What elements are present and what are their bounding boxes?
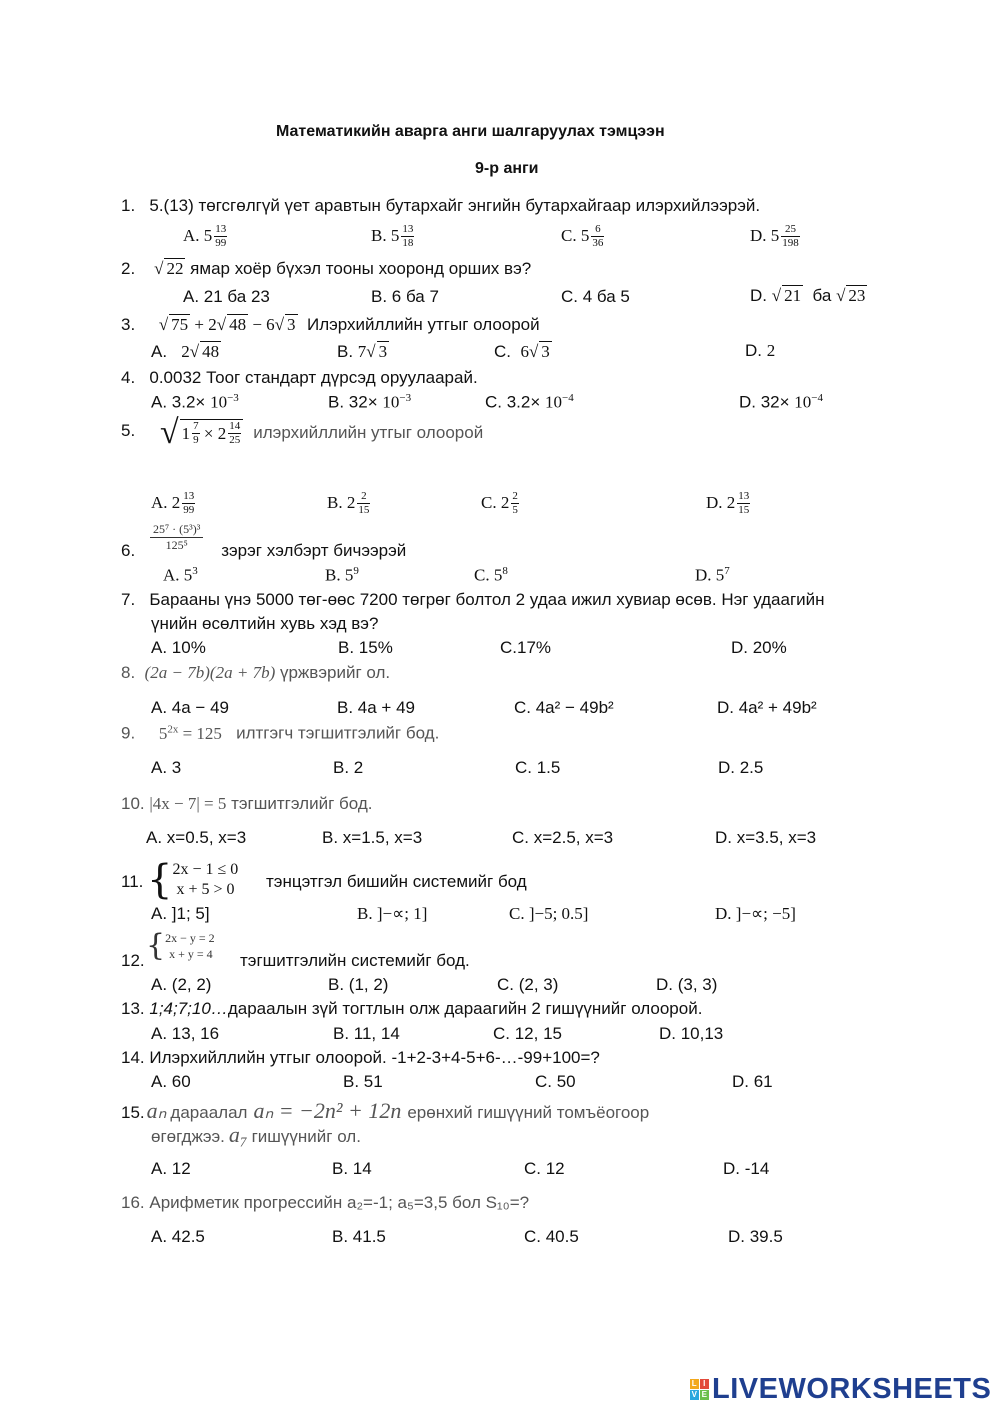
q7-option-d[interactable]: D. 20% [731,638,787,657]
q14-option-b[interactable]: B. 51 [343,1072,383,1091]
question-12-number: 12. [121,951,145,970]
q4-option-b[interactable]: B. $32\times 10^{-3}$ [328,392,412,412]
q12-option-b[interactable]: B. (1, 2) [328,975,389,994]
liveworksheets-logo-text: LIVEWORKSHEETS [712,1373,992,1405]
q11-system: { 2x − 1 ≤ 0 x + 5 > 0 [147,857,239,903]
question-11-number: 11. [121,872,144,891]
q7-option-b[interactable]: B. 15% [338,638,393,657]
q12-option-c[interactable]: C. (2, 3) [497,975,559,994]
q12-option-d[interactable]: D. (3, 3) [656,975,718,994]
q8-option-b[interactable]: B. 4a + 49 [337,698,415,717]
liveworksheets-logo-icon: L I V E [691,1379,708,1399]
q6-option-b[interactable]: B. $5^9$ [325,565,359,585]
q2-option-b[interactable]: B. 6 ба 7 [371,287,439,306]
q3-option-b[interactable]: B. 7√ 3 [337,342,388,361]
q6-expression: 25⁷ · (5³)³ 125⁵ [150,522,203,553]
q1-option-c[interactable]: C. 5 $\frac{6}{36}$ [561,223,604,249]
q11-option-d[interactable]: D. ]−∝; −5] [715,904,796,923]
q16-option-c[interactable]: C. 40.5 [524,1227,579,1246]
q11-option-c[interactable]: C. ]−5; 0.5] [509,904,589,923]
question-11: тэнцэтгэл бишийн системийг бод [266,872,527,891]
q1-option-a[interactable]: A. 5 $\frac{13}{99}$ [183,223,227,249]
q3-option-d[interactable]: D. 2 [745,341,776,360]
q14-option-a[interactable]: A. 60 [151,1072,191,1091]
liveworksheets-logo[interactable] [690,1373,991,1406]
q11-option-b[interactable]: B. ]−∝; 1] [357,904,428,923]
q15-option-a[interactable]: A. 12 [151,1159,191,1178]
q9-option-b[interactable]: B. 2 [333,758,364,777]
question-12: тэгшитгэлийн системийг бод. [240,951,470,970]
q5-option-c[interactable]: C. 2 $\frac{2}{5}$ [481,490,518,516]
q16-option-b[interactable]: B. 41.5 [332,1227,386,1246]
question-13: 13. 1;4;7;10…дараалын зүй тогтлын олж дараагийн 2 гишүүнийг олоорой. [121,999,703,1018]
q16-option-a[interactable]: A. 42.5 [151,1227,205,1246]
q7-option-c[interactable]: C.17% [500,638,552,657]
question-8: 8. (2a − 7b)(2a + 7b) үржвэрийг ол. [121,663,391,682]
q5-option-a[interactable]: A. 2 $\frac{13}{99}$ [151,490,195,516]
q13-option-b[interactable]: B. 11, 14 [333,1024,400,1043]
question-4: 4. 0.0032 Тоог стандарт дүрсэд оруулаарай. [121,368,478,387]
q5-expression: √ 1 $\frac{7}{9}$ × 2 $\frac{14}{25}$ илэрхийллийн утгыг олоорой [160,414,484,451]
q1-option-b[interactable]: B. 5 $\frac{13}{18}$ [371,223,414,249]
q13-option-a[interactable]: A. 13, 16 [151,1024,220,1043]
q14-option-d[interactable]: D. 61 [732,1072,773,1091]
q3-option-c[interactable]: C. 6√ 3 [494,342,550,361]
q10-option-a[interactable]: A. x=0.5, x=3 [146,828,247,847]
question-7: 7. Барааны үнэ 5000 төг-өөс 7200 төгрөг болтол 2 удаа ижил хувиар өсөв. Нэг удаагийн [121,590,825,609]
q4-option-d[interactable]: D. $32\times 10^{-4}$ [739,392,824,412]
q11-option-a[interactable]: A. ]1; 5] [151,904,210,923]
question-10: 10. |4x − 7| = 5 тэгшитгэлийг бод. [121,794,373,813]
question-3: 3. √ 75 + 2√ 48 − 6√ 3 Илэрхийллийн утгыг олоорой [121,315,540,334]
q3-option-a[interactable]: A. 2√ 48 [151,342,220,361]
q8-option-c[interactable]: C. 4a² − 49b² [514,698,614,717]
q10-option-c[interactable]: C. x=2.5, x=3 [512,828,614,847]
q16-option-d[interactable]: D. 39.5 [728,1227,783,1246]
question-5: 5. [121,421,136,440]
q6-option-d[interactable]: D. $5^7$ [695,565,730,585]
question-15: 15. aₙ дараалал aₙ = −2n² + 12n ерөнхий гишүүний томъёогоор [121,1098,650,1123]
q8-option-d[interactable]: D. 4a² + 49b² [717,698,817,717]
q7-option-a[interactable]: A. 10% [151,638,206,657]
q2-option-d[interactable]: D. √ 21 ба √ 23 [750,286,866,305]
question-7-line-2: үнийн өсөлтийн хувь хэд вэ? [151,614,379,633]
q5-option-b[interactable]: B. 2 $\frac{2}{15}$ [327,490,370,516]
q9-option-d[interactable]: D. 2.5 [718,758,764,777]
question-2: 2. √ 22 ямар хоёр бүхэл тооны хооронд орших вэ? [121,259,532,278]
q9-option-a[interactable]: A. 3 [151,758,182,777]
question-6: 6. зэрэг хэлбэрт бичээрэй [121,541,407,560]
q15-option-d[interactable]: D. -14 [723,1159,770,1178]
q14-option-c[interactable]: C. 50 [535,1072,576,1091]
q5-option-d[interactable]: D. 2 $\frac{13}{15}$ [706,490,750,516]
q12-option-a[interactable]: A. (2, 2) [151,975,212,994]
question-1: 1. 5.(13) төгсгөлгүй үет аравтын бутархайг энгийн бутархайгаар илэрхийлээрэй. [121,196,761,215]
q1-option-d[interactable]: D. 5 $\frac{25}{198}$ [750,223,799,249]
q2-option-c[interactable]: C. 4 ба 5 [561,287,630,306]
q9-option-c[interactable]: C. 1.5 [515,758,561,777]
grade-label: 9-р анги [475,160,539,177]
q6-option-c[interactable]: C. $5^8$ [474,565,508,585]
q4-option-a[interactable]: A. $3.2\times 10^{-3}$ [151,392,239,412]
q10-option-b[interactable]: B. x=1.5, x=3 [322,828,423,847]
q8-option-a[interactable]: A. 4a − 49 [151,698,229,717]
q12-system: { 2x − y = 2 x + y = 4 [146,928,215,963]
page-title: Математикийн аварга анги шалгаруулах тэмцээн [276,123,665,140]
q2-option-a[interactable]: A. 21 ба 23 [183,287,270,306]
q13-option-c[interactable]: C. 12, 15 [493,1024,562,1043]
question-14: 14. Илэрхийллийн утгыг олоорой. -1+2-3+4-5+6-…-99+100=? [121,1048,600,1067]
q13-option-d[interactable]: D. 10,13 [659,1024,724,1043]
q4-option-c[interactable]: C. $3.2\times 10^{-4}$ [485,392,574,412]
q10-option-d[interactable]: D. x=3.5, x=3 [715,828,817,847]
q15-option-c[interactable]: C. 12 [524,1159,565,1178]
q6-option-a[interactable]: A. $5^3$ [163,565,198,585]
q15-option-b[interactable]: B. 14 [332,1159,372,1178]
question-15-line-2: өгөгджээ. a₇ гишүүнийг ол. [151,1122,361,1147]
question-16: 16. Арифметик прогрессийн a₂=-1; a₅=3,5 бол S₁₀=? [121,1193,530,1212]
question-9: 9. $5^{2x} = 125$ илтгэгч тэгшитгэлийг бод. [121,723,440,743]
